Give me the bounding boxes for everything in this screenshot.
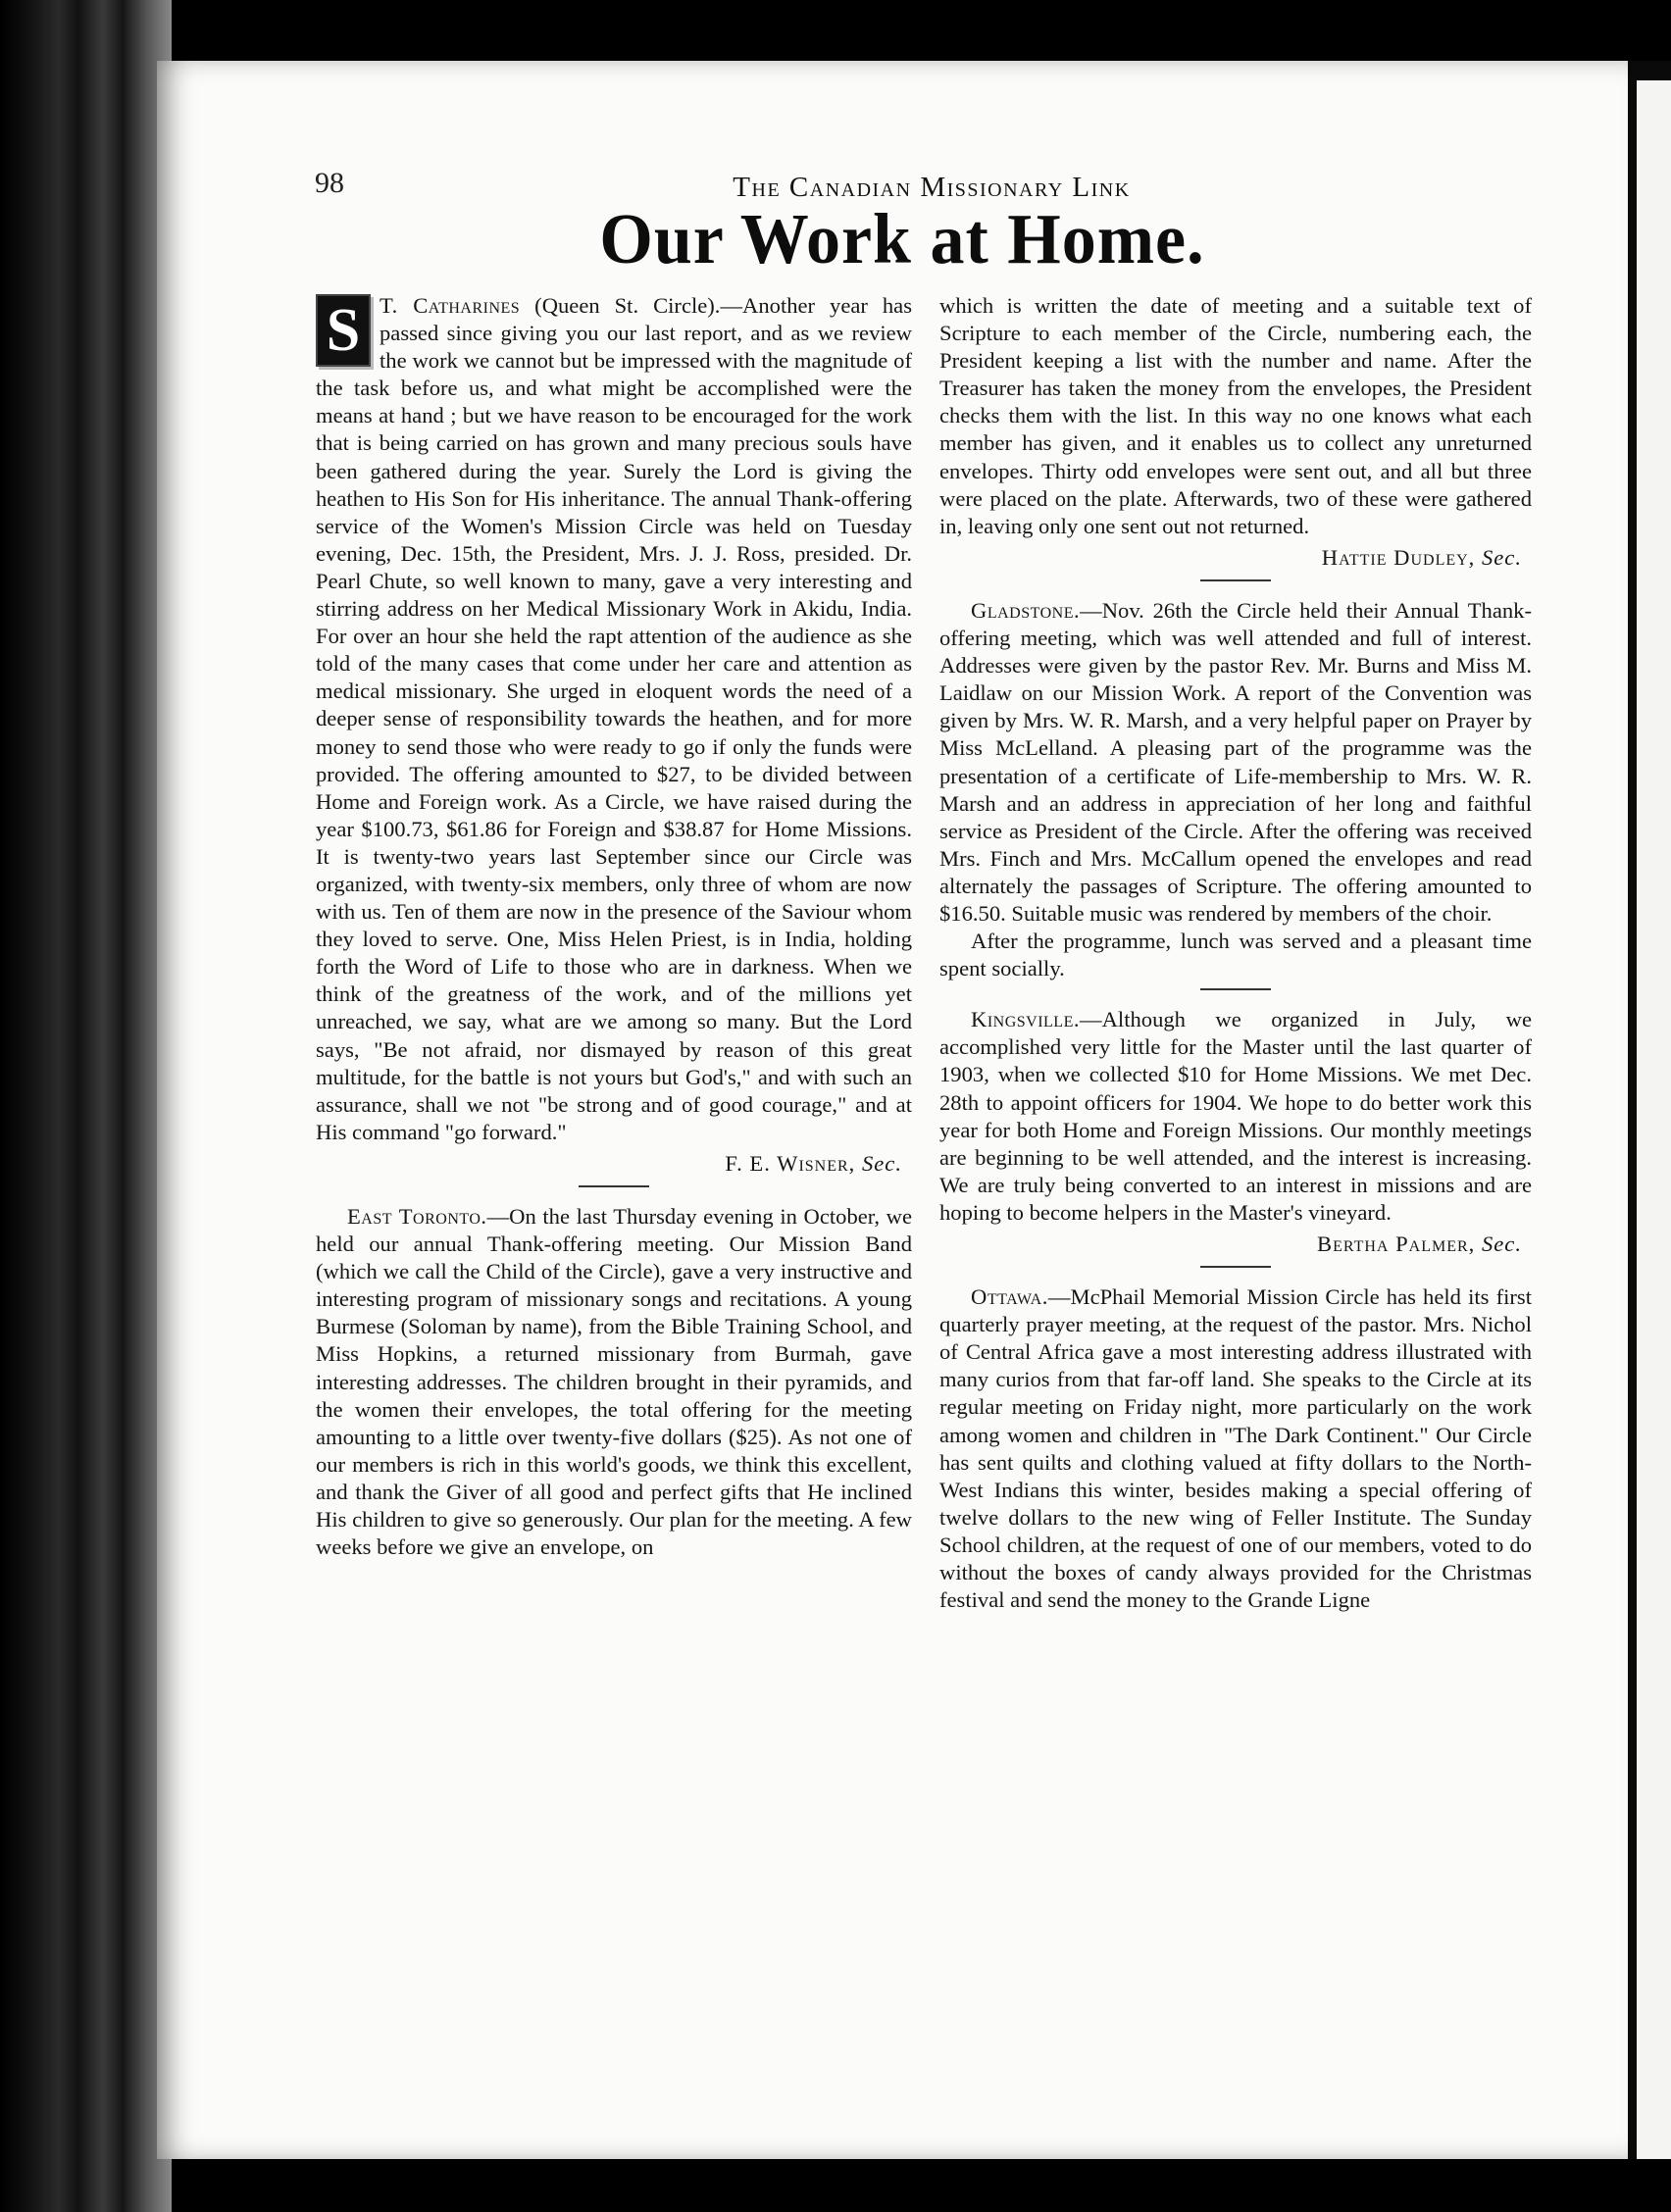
section-divider bbox=[1200, 1266, 1271, 1268]
article-ottawa bbox=[939, 1283, 1532, 1614]
page-title: Our Work at Home. bbox=[599, 200, 1205, 279]
article-body: —On the last Thursday evening in October, we held our annual Thank-offering meeting. Our Mission Band (which we call the Child of the Circle), gave a very instructive and interesting program of missionary songs and recitations. A young Burmese (Soloman by name), from the Bible Training School, and Miss Hopkins, a returned missionary from Burmah, gave interesting addresses. The children brought in their pyramids, and the women their envelopes, the total offering for the meeting amounting to a little over twenty-five dollars ($25). As not one of our members is rich in this world's goods, we think this excellent, and thank the Giver of all good and perfect gifts that He inclined His children to give so generously. Our plan for the meeting. A few weeks before we give an envelope, on bbox=[316, 1204, 913, 1560]
article-body: —McPhail Memorial Mission Circle has held its first quarterly prayer meeting, at the request of the pastor. Mrs. Nichol of Central Africa gave a most interesting address illustrated with many curios from that far-off land. She speaks to the Circle at its regular meeting on Friday night, more particularly on the work among women and children in "The Dark Continent." Our Circle has sent quilts and clothing valued at fifty dollars to the North-West Indians this winter, besides making a special offering of twelve dollars to the new wing of Feller Institute. The Sunday School children, at the request of one of our members, voted to do without the boxes of candy always provided for the Christmas festival and send the money to the Grande Ligne bbox=[939, 1284, 1532, 1613]
article-east-toronto bbox=[316, 1203, 912, 1561]
section-divider bbox=[1200, 988, 1271, 990]
signature: Bertha Palmer, Sec. bbox=[1317, 1232, 1522, 1256]
article-heading: T. Catharines bbox=[380, 293, 521, 318]
article-gladstone bbox=[939, 597, 1532, 928]
article-gladstone-p2: After the programme, lunch was served and a pleasant time spent socially. bbox=[939, 929, 1532, 981]
article-kingsville bbox=[939, 1006, 1532, 1227]
article-body: —Although we organized in July, we accomplished very little for the Master until the last quarter of 1903, when we collected $10 for Home Missions. We met Dec. 28th to appoint officers for 1904. We hope to do better work this year for both Home and Foreign Missions. Our monthly meetings are beginning to be well attended, and the interest is increasing. We are truly being converted to an interest in missions and are hoping to become helpers in the Master's vineyard. bbox=[939, 1007, 1532, 1225]
drop-cap: S bbox=[316, 294, 371, 367]
article-heading: Gladstone. bbox=[971, 597, 1081, 623]
signature: F. E. Wisner, Sec. bbox=[725, 1150, 902, 1176]
column-right bbox=[939, 292, 1532, 1614]
article-heading: Kingsville. bbox=[971, 1007, 1081, 1032]
article-heading: East Toronto. bbox=[347, 1204, 487, 1229]
article-body: —Nov. 26th the Circle held their Annual Thank-offering meeting, which was well attended and full of interest. Addresses were given by the pastor Rev. Mr. Burns and Miss M. Laidlaw on our Mission Work. A report of the Convention was given by Mrs. W. R. Marsh, and a very helpful paper on Prayer by Miss McLelland. A pleasing part of the programme was the presentation of a certificate of Life-membership to Mrs. W. R. Marsh and an address in appreciation of her long and faithful service as President of the Circle. After the offering was received Mrs. Finch and Mrs. McCallum opened the envelopes and read alternately the passages of Scripture. The offering amounted to $16.50. Suitable music was rendered by members of the choir. bbox=[939, 597, 1532, 926]
article-st-catharines bbox=[316, 292, 912, 1146]
book-binding-edge bbox=[0, 0, 172, 2212]
article-east-toronto-continued: which is written the date of meeting and a suitable text of Scripture to each member of the Circle, numbering each, the President keeping a list with the number and name. After the Treasurer has taken the money from the envelopes, the President checks them with the list. In this way no one knows what each member has given, and it enables us to collect any unreturned envelopes. Thirty odd envelopes were sent out, and all but three were placed on the plate. Afterwards, two of these were gathered in, leaving only one sent out not returned. bbox=[939, 293, 1532, 538]
section-divider bbox=[579, 1185, 649, 1187]
page-number: 98 bbox=[315, 167, 344, 199]
article-body: (Queen St. Circle).—Another year has passed since giving you our last report, and as we review the work we cannot but be impressed with the magnitude of the task before us, and what might be accomplished were the means at hand ; but we have reason to be encouraged for the work that is being carried on has grown and many precious souls have been gathered during the year. Surely the Lord is giving the heathen to His Son for His inheritance. The annual Thank-offering service of the Women's Mission Circle was held on Tuesday evening, Dec. 15th, the President, Mrs. J. J. Ross, presided. Dr. Pearl Chute, so well known to many, gave a very interesting and stirring address on her Medical Missionary Work in Akidu, India. For over an hour she held the rapt attention of the audience as she told of the many cases that come under her care and attention as medical missionary. She urged in eloquent words the need of a deeper sense of responsibility towards the heathen, and for more money to send those who were ready to go if only the funds were provided. The offering amounted to $27, to be divided between Home and Foreign work. As a Circle, we have raised during the year $100.73, $61.86 for Foreign and $38.87 for Home Missions. It is twenty-two years last September since our Circle was organized, with twenty-six members, only three of whom are now with us. Ten of them are now in the presence of the Saviour whom they loved to serve. One, Miss Helen Priest, is in India, holding forth the Word of Life to those who are in darkness. When we think of the greatness of the work, and of the millions yet unreached, we say, what are we among so many. But the Lord says, "Be not afraid, nor dismayed by reason of this great multitude, for the battle is not yours but God's," and with such an assurance, shall we not "be strong and of good courage," and at His command "go forward." bbox=[316, 293, 912, 1144]
facing-page-edge bbox=[1623, 61, 1671, 2159]
signature: Hattie Dudley, Sec. bbox=[1321, 544, 1522, 570]
running-title: The Canadian Missionary Link bbox=[733, 172, 1131, 203]
column-left bbox=[316, 292, 912, 1561]
article-heading: Ottawa. bbox=[971, 1284, 1048, 1310]
section-divider bbox=[1200, 579, 1271, 581]
